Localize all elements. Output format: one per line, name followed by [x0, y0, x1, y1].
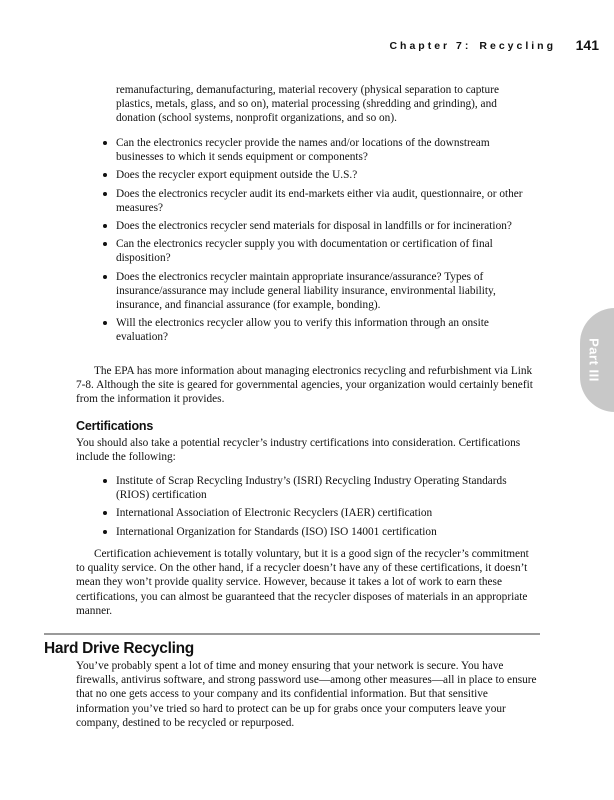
certifications-list	[100, 474, 540, 543]
recycler-questions-list	[100, 136, 540, 349]
certifications-closing: Certification achievement is totally voluntary, but it is a good sign of the recycler’s commitment to quality service. On the other hand, if a recycler doesn’t have any of these certifications, it doesn’t mean they won’t provide quality service. However, because it takes a lot of work to earn these certifications, you can almost be guaranteed that the recycler disposes of materials in an appropriate manner.	[76, 548, 529, 617]
list-item: Does the electronics recycler audit its end-markets either via audit, questionnaire, or other measures?	[100, 187, 540, 215]
list-item: Does the electronics recycler send materials for disposal in landfills or for incineration?	[100, 219, 540, 233]
list-item: International Organization for Standards (ISO) ISO 14001 certification	[100, 525, 540, 539]
part-tab-label: Part III	[586, 338, 602, 382]
list-item: Can the electronics recycler provide the names and/or locations of the downstream businesses to which it sends equipment or components?	[100, 136, 540, 164]
running-header	[389, 37, 599, 53]
part-tab	[580, 308, 614, 412]
certifications-heading: Certifications	[76, 419, 154, 433]
epa-paragraph: The EPA has more information about managing electronics recycling and refurbishment via Link 7-8. Although the site is geared for governmental agencies, your organization would certainly benefit from the information it provides.	[76, 365, 533, 406]
chapter-title: Recycling	[479, 40, 556, 52]
list-item: Does the recycler export equipment outside the U.S.?	[100, 168, 540, 182]
chapter-label: Chapter 7:	[389, 40, 472, 52]
certifications-intro: You should also take a potential recycler’s industry certifications into consideration. Certifications include the following:	[76, 437, 521, 464]
page-number: 141	[575, 37, 599, 53]
list-item: Does the electronics recycler maintain appropriate insurance/assurance? Types of insurance/assurance may include general liability insurance, environmental liability, insurance, and financial assurance (for example, bonding).	[100, 270, 540, 313]
hard-drive-heading: Hard Drive Recycling	[44, 640, 194, 657]
section-divider	[44, 633, 540, 635]
list-item: International Association of Electronic Recyclers (IAER) certification	[100, 506, 540, 520]
hard-drive-body: You’ve probably spent a lot of time and money ensuring that your network is secure. You have firewalls, antivirus software, and strong password use—among other measures—all in place to ensure that no one gets access to your company and its confidential information. But that sensitive information you’ve tried so hard to protect can be up for grabs once your computers leave your company, destined to be recycled or repurposed.	[76, 660, 537, 729]
list-item: Can the electronics recycler supply you with documentation or certification of final disposition?	[100, 237, 540, 265]
continuation-text: remanufacturing, demanufacturing, material recovery (physical separation to capture plastics, metals, glass, and so on), material processing (shredding and grinding), and donation (school systems, nonprofit organizations, and so on).	[116, 84, 499, 125]
list-item: Institute of Scrap Recycling Industry’s (ISRI) Recycling Industry Operating Standards (RIOS) certification	[100, 474, 540, 502]
list-item: Will the electronics recycler allow you to verify this information through an onsite evaluation?	[100, 316, 540, 344]
